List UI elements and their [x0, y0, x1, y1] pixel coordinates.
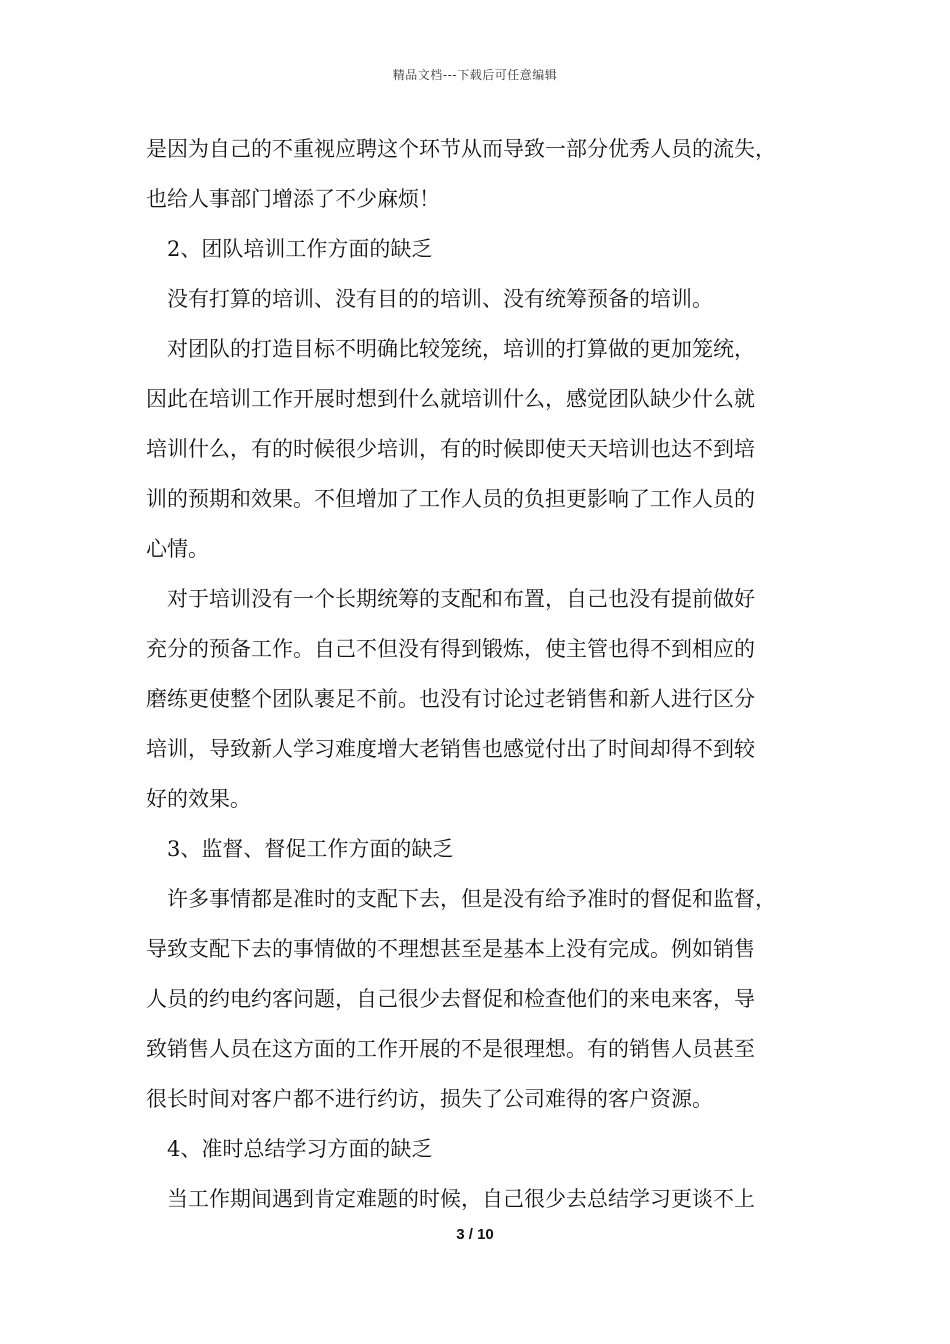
text-line: 因此在培训工作开展时想到什么就培训什么，感觉团队缺少什么就 — [146, 387, 755, 411]
text-line: 当工作期间遇到肯定难题的时候，自己很少去总结学习更谈不上 — [167, 1187, 755, 1211]
text-line: 许多事情都是准时的支配下去，但是没有给予准时的督促和监督， — [167, 887, 776, 911]
text-line: 致销售人员在这方面的工作开展的不是很理想。有的销售人员甚至 — [146, 1037, 755, 1061]
section-heading: 4、准时总结学习方面的缺乏 — [167, 1137, 433, 1161]
text-line: 导致支配下去的事情做的不理想甚至是基本上没有完成。例如销售 — [146, 937, 755, 961]
text-line: 人员的约电约客问题，自己很少去督促和检查他们的来电来客，导 — [146, 987, 755, 1011]
page-header: 精品文档---下载后可任意编辑 — [392, 68, 558, 82]
section-heading: 3、监督、督促工作方面的缺乏 — [167, 837, 454, 861]
text-line: 心情。 — [146, 537, 209, 561]
section-heading: 2、团队培训工作方面的缺乏 — [167, 237, 433, 261]
document-body — [146, 124, 818, 1224]
text-line: 对团队的打造目标不明确比较笼统，培训的打算做的更加笼统， — [167, 337, 755, 361]
text-line: 培训，导致新人学习难度增大老销售也感觉付出了时间却得不到较 — [146, 737, 755, 761]
text-line: 训的预期和效果。不但增加了工作人员的负担更影响了工作人员的 — [146, 487, 755, 511]
text-line: 对于培训没有一个长期统筹的支配和布置，自己也没有提前做好 — [167, 587, 755, 611]
text-line: 好的效果。 — [146, 787, 251, 811]
text-line: 磨练更使整个团队裹足不前。也没有讨论过老销售和新人进行区分 — [146, 687, 755, 711]
text-line: 没有打算的培训、没有目的的培训、没有统筹预备的培训。 — [167, 287, 713, 311]
text-line: 充分的预备工作。自己不但没有得到锻炼，使主管也得不到相应的 — [146, 637, 755, 661]
text-line: 培训什么，有的时候很少培训，有的时候即使天天培训也达不到培 — [146, 437, 755, 461]
text-line: 是因为自己的不重视应聘这个环节从而导致一部分优秀人员的流失， — [146, 137, 776, 161]
page-number: 3 / 10 — [456, 1226, 494, 1243]
text-line: 很长时间对客户都不进行约访，损失了公司难得的客户资源。 — [146, 1087, 713, 1111]
text-line: 也给人事部门增添了不少麻烦！ — [146, 187, 440, 211]
